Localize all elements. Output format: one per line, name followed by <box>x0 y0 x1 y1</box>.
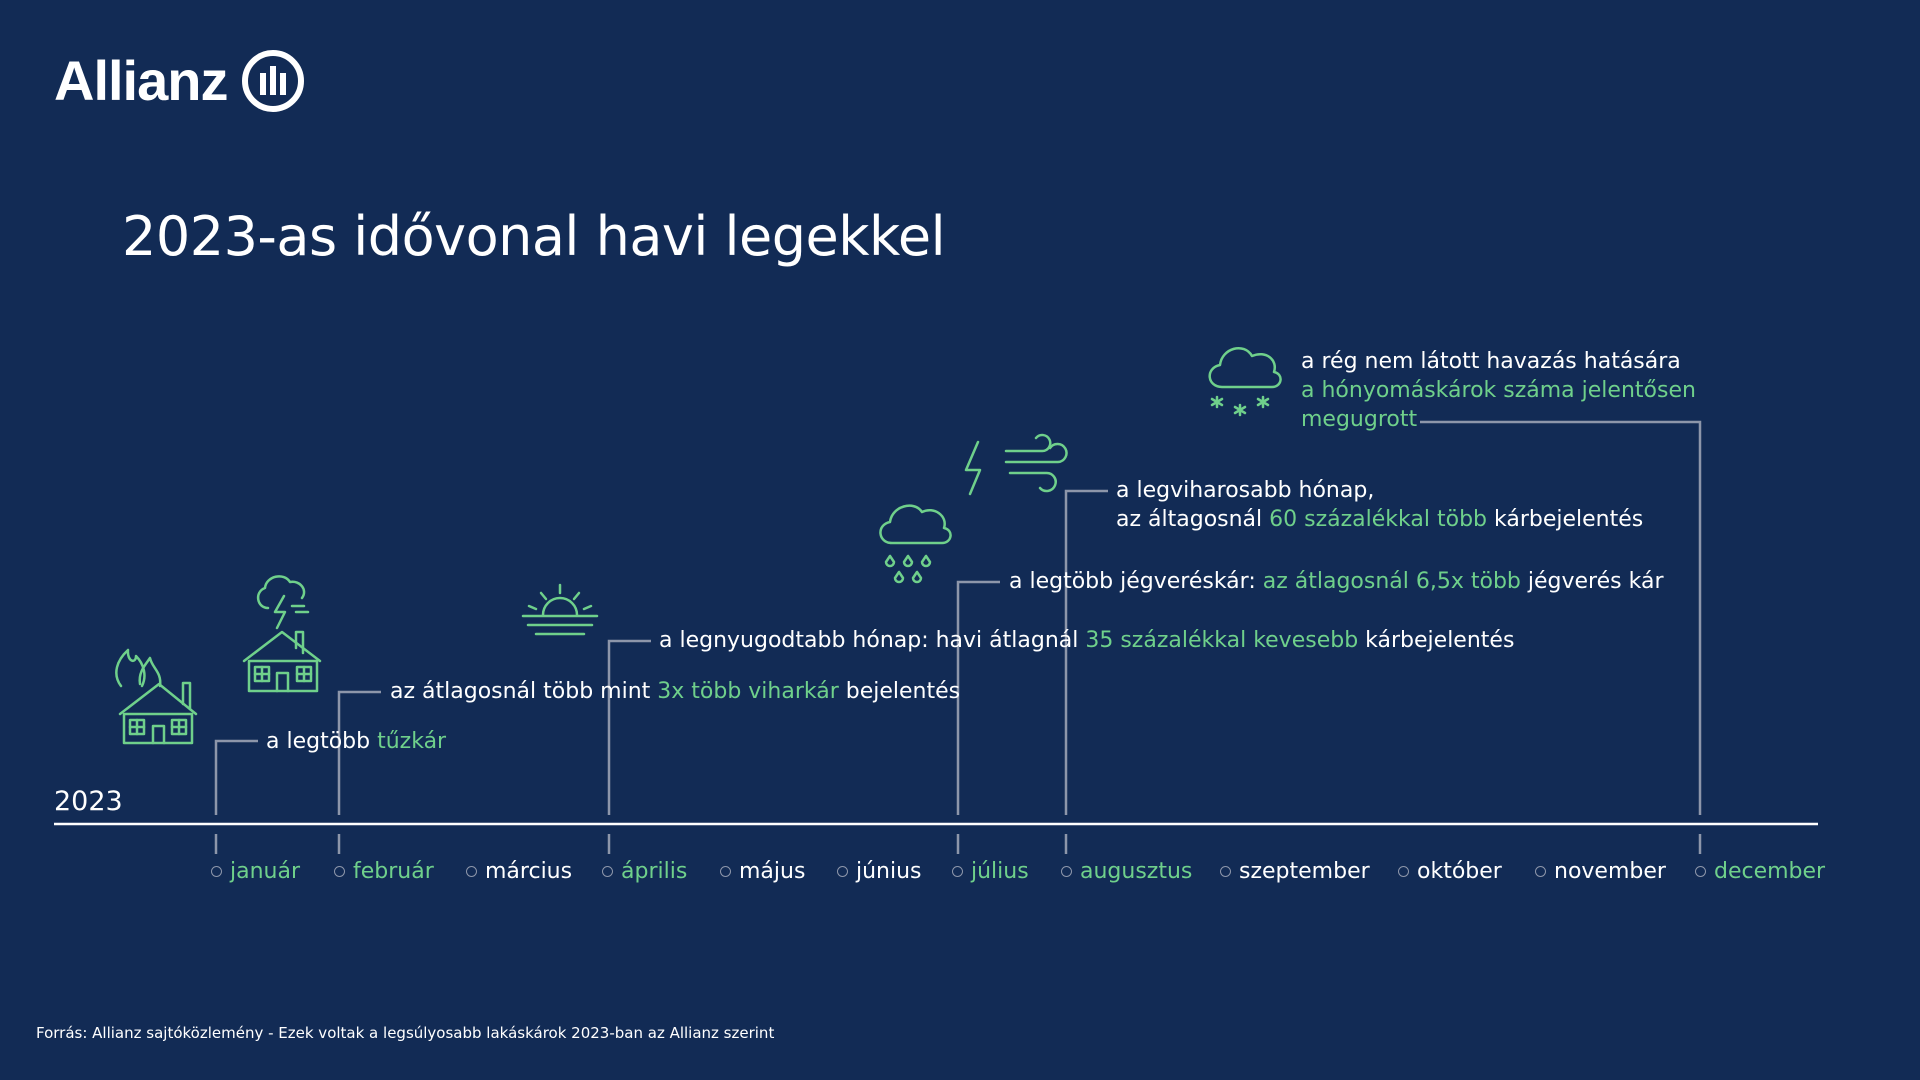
logo-wordmark: Allianz <box>54 49 228 112</box>
event-dec-highlight: a hónyomáskárok száma jelentősen <box>1301 378 1696 403</box>
event-aug-text: a legviharosabb hónap, az áltagosnál 60 százalékkal több kárbejelentés <box>1116 478 1644 532</box>
connector-jan <box>216 741 258 815</box>
month-dot <box>466 866 477 877</box>
month-may: május <box>720 859 805 884</box>
month-dot <box>602 866 613 877</box>
month-jan: január <box>211 859 300 884</box>
source-note: Forrás: Allianz sajtóközlemény - Ezek voltak a legsúlyosabb lakáskárok 2023-ban az Allianz szerint <box>36 1024 775 1042</box>
year-label: 2023 <box>54 786 123 817</box>
page-title: 2023-as idővonal havi legekkel <box>122 205 946 268</box>
connector-jul <box>958 582 1000 815</box>
sunrise-icon <box>523 585 597 634</box>
event-jan-text: a legtöbb tűzkár <box>266 729 447 754</box>
lightning-wind-icon <box>966 435 1066 494</box>
event-jan-highlight: tűzkár <box>377 729 447 754</box>
month-dot <box>952 866 963 877</box>
month-dot <box>1220 866 1231 877</box>
event-apr-text: a legnyugodtabb hónap: havi átlagnál 35 százalékkal kevesebb kárbejelentés <box>659 628 1515 653</box>
month-feb: február <box>334 859 434 884</box>
hail-cloud-icon <box>880 506 950 582</box>
month-apr: április <box>602 859 687 884</box>
month-dot <box>837 866 848 877</box>
event-feb-highlight: 3x több viharkár <box>657 679 839 704</box>
month-dot <box>720 866 731 877</box>
burning-house-icon <box>116 650 196 743</box>
month-dot <box>211 866 222 877</box>
event-dec-text: a rég nem látott havazás hatására a hónyomáskárok száma jelentősen megugrott <box>1301 349 1696 432</box>
month-mar: március <box>466 859 572 884</box>
event-apr-highlight: 35 százalékkal kevesebb <box>1085 628 1359 653</box>
month-nov: november <box>1535 859 1666 884</box>
event-feb-text: az átlagosnál több mint 3x több viharkár bejelentés <box>390 679 961 704</box>
month-dec: december <box>1695 859 1825 884</box>
month-aug: augusztus <box>1061 859 1192 884</box>
month-dot <box>1535 866 1546 877</box>
month-jul: július <box>952 859 1029 884</box>
event-jul-text: a legtöbb jégveréskár: az átlagosnál 6,5x több jégverés kár <box>1009 569 1664 594</box>
month-sep: szeptember <box>1220 859 1370 884</box>
month-jun: június <box>837 859 922 884</box>
snow-cloud-icon <box>1210 348 1281 415</box>
storm-house-icon <box>244 576 320 691</box>
connector-apr <box>609 641 651 815</box>
month-dot <box>1061 866 1072 877</box>
month-dot <box>1695 866 1706 877</box>
month-dot <box>334 866 345 877</box>
month-oct: október <box>1398 859 1502 884</box>
event-jul-highlight: az átlagosnál 6,5x több <box>1262 569 1521 594</box>
month-dot <box>1398 866 1409 877</box>
event-aug-highlight: 60 százalékkal több <box>1269 507 1487 532</box>
